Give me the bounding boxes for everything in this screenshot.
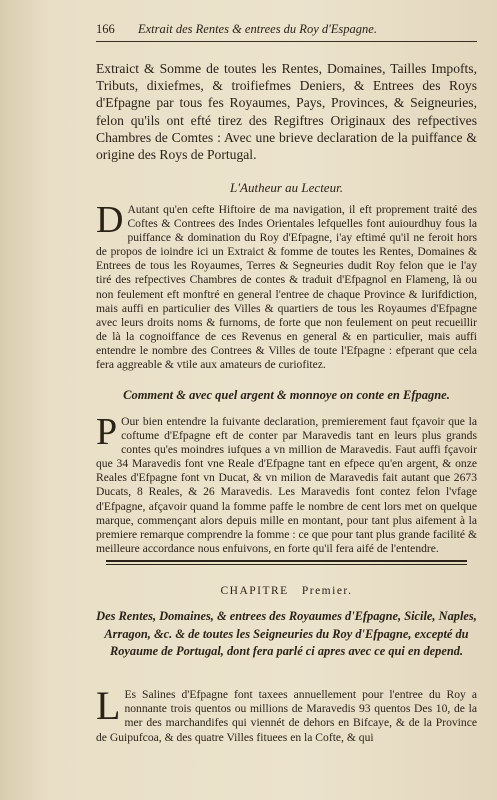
section-heading-currency: Comment & avec quel argent & monnoye on conte en Efpagne. [123, 388, 450, 402]
drop-cap: L [96, 683, 121, 728]
header-rule [96, 41, 477, 42]
paragraph-text: Es Salines d'Efpagne font taxees annuellement pour l'entree du Roy a nonnante trois quentos ou millions de Maravedis 93 quentos Des 10, de la mer des marchandifes qui viennét de dehors en Bifcaye, & de la Province de Guipufcoa, & des quatre Villes fituees en la Cofte, & qui [96, 688, 477, 744]
ornamental-rule [96, 560, 477, 568]
drop-cap: P [96, 411, 118, 453]
paragraph-salines [96, 683, 477, 745]
document-title: Extraict & Somme de toutes les Rentes, Domaines, Tailles Impofts, Tributs, dixiefmes, & troifiefmes Deniers, & Entrees des Roys d'Efpagne par tous fes Royaumes, Pays, Provinces, & Seigneuries, felon qu'ils ont efté tirez des Regiftres Originaux des refpectives Chambres de Comtes : Avec une brieve declaration de la puiffance & origine des Roys de Portugal. [96, 61, 477, 163]
paragraph-text: Our bien entendre la fuivante declaration, premierement faut fçavoir que la coftume d'Efpagne eft de conter par Maravedis tant en leurs plus grands contes qu'es moindres iufques a vn million de Maravedis. Faut auffi fçavoir que 34 Maravedis font vne Reale d'Efpagne tant en efpece qu'en argent, & onze Reales d'Efpagne font vn Ducat, & vn milion de Maravedis fait autant que 2673 Ducats, 8 Reales, & 26 Maravedis. Les Maravedis font contez felon l'vfage d'Efpagne, afçavoir quand la fomme paffe le nombre de cent lors met on quelque marque, commençant alors depuis mille en montant, pour tant plus aifement à la premiere remarque comprendre la fomme : ce que pour tant plus grande facilité & meilleure accordance nous enfuivons, en forte qu'il fera aifé de l'entendre. [96, 415, 477, 555]
running-title: Extrait des Rentes & entrees du Roy d'Espagne. [138, 22, 377, 36]
page-number: 166 [96, 22, 115, 36]
drop-cap: D [96, 199, 124, 241]
chapter-label [96, 585, 477, 597]
paragraph-text: Autant qu'en cefte Hiftoire de ma navigation, il eft proprement traité des Coftes & Contrees des Indes Orientales lefquelles font auiourdhuy fous la puiffance & domination du Roy d'Efpagne, i'ay eftimé qu'il ne feroit hors de propos de ioindre ici un Extraict & fomme de toutes les Rentes, Domaines & Entrees de tous les Royaumes, Terres & Segneuries dudit Roy felon que ie l'ay tiré des refpectives Chambres de contes & traduit d'Efpagnol en Flameng, là ou non feulement eft monftré en general l'entree de chaque Province & Iurifdiction, mais auffi en particulier des Villes & quartiers de tous les Royaumes d'Efpagne avec leurs droits noms & furnoms, de forte que non feulement on peut recueillir de là la cognoiffance de ces Revenus en general & en particulier, mais auffi entendre le nombre des Contrees & Villes de toute l'Efpagne : efperant que cela fera aggreable & vtile aux amateurs de curiofitez. [96, 203, 477, 372]
chapter-number: Premier. [301, 585, 353, 597]
paragraph-currency [96, 411, 477, 556]
paragraph-author-note [96, 199, 477, 372]
author-heading: L'Autheur au Lecteur. [230, 180, 343, 195]
chapter-word: CHAPITRE [220, 585, 289, 597]
chapter-title: Des Rentes, Domaines, & entrees des Royaumes d'Efpagne, Sicile, Naples, Arragon, &c. & de toutes les Seigneuries du Roy d'Efpagne, excepté du Royaume de Portugal, dont fera parlé ci apres avec ce qui en depend. [96, 609, 477, 658]
